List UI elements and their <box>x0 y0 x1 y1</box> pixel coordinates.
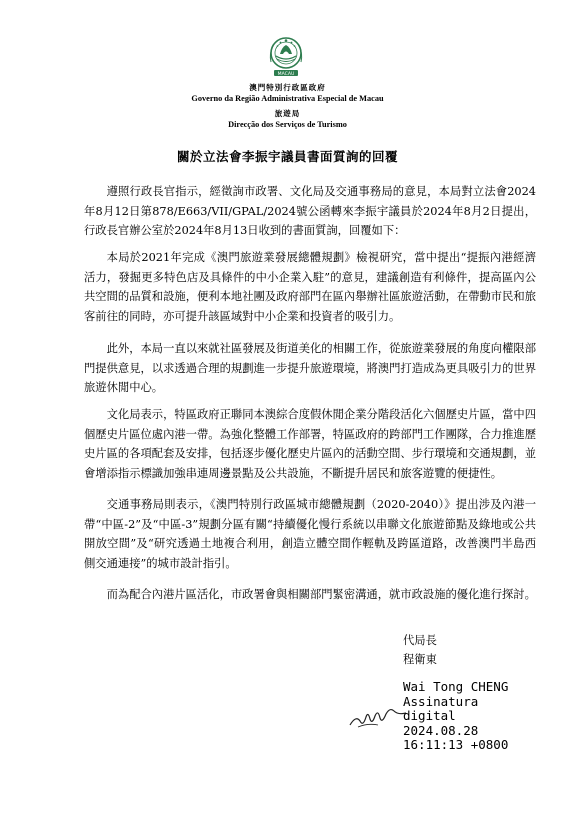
paragraph-municipal: 而為配合內港片區活化，市政署會與相關部門緊密溝通，就市政設施的優化進行探討。 <box>106 588 536 601</box>
paragraph-cultural-bureau: 文化局表示，特區政府正聯同本澳綜合度假休閒企業分階段活化六個歷史片區，當中四個歷史片區位處內港一帶。為強化整體工作部署，特區政府的跨部門工作團隊，合力推進歷史片區的各項配套及安排，包括逐步優化歷史片區內的活動空間、步行環境和交通規劃，並會增添指示標識加強串連周邊景點及公共設施，不斷提升居民和旅客遊覽的便捷性。 <box>84 408 536 480</box>
document-title: 關於立法會李振宇議員書面質詢的回覆 <box>176 149 398 164</box>
digital-signature-date: 2024.08.28 <box>403 722 479 738</box>
paragraph-transport-bureau: 交通事務局則表示，《澳門特別行政區城市總體規劃（2020-2040）》提出涉及內港一帶“中區-2”及“中區-3”規劃分區有關“持續優化慢行系統以串聯文化旅遊節點及綠地或公共開放空間”及“研究透過土地複合利用，創造立體空間作輕軌及跨區道路，改善澳門半島西側交通連接”的城市設計指引。 <box>84 498 536 570</box>
paragraph-intro: 遵照行政長官指示，經徵詢市政署、文化局及交通事務局的意見，本局對立法會2024年8月12日第878/E663/VII/GPAL/2024號公函轉來李振宇議員於2024年8月2日提出，行政長官辦公室於2024年8月13日收到的書面質詢，回覆如下： <box>84 185 536 238</box>
handwritten-signature-icon <box>348 697 410 731</box>
dept-name-pt: Direcção dos Serviços de Turismo <box>228 120 347 129</box>
gov-name-pt: Governo da Região Administrativa Especial de Macau <box>191 94 384 103</box>
signatory-position: 代局長 <box>403 634 437 647</box>
digital-signature <box>403 680 508 753</box>
paragraph-street-beautification: 此外，本局一直以來就社區發展及街道美化的相關工作，從旅遊業發展的角度向權限部門提供意見，以求透過合理的規劃進一步提升旅遊環境，將澳門打造成為更具吸引力的世界旅遊休閒中心。 <box>84 342 536 395</box>
signatory-name: 程衛東 <box>403 653 437 666</box>
digital-signature-label: Assinatura <box>403 693 479 709</box>
emblem-label: MACAU <box>277 71 295 77</box>
digital-signature-name: Wai Tong CHENG <box>403 679 509 694</box>
paragraph-tourism-plan: 本局於2021年完成《澳門旅遊業發展總體規劃》檢視研究，當中提出“提振內港經濟活力，發掘更多特色店及具條件的中小企業入駐”的意見，建議創造有利條件，提高區內公共空間的品質和設施，便利本地社團及政府部門在區內舉辦社區旅遊活動，在帶動市民和旅客前往的同時，亦可提升該區域對中小企業和投資者的吸引力。 <box>84 251 536 323</box>
macau-emblem-icon <box>263 32 309 80</box>
digital-signature-time: 16:11:13 +0800 <box>403 737 509 752</box>
gov-name-zh: 澳門特別行政區政府 <box>249 83 326 92</box>
dept-name-zh: 旅遊局 <box>274 109 301 118</box>
digital-signature-label-2: digital <box>403 708 456 723</box>
